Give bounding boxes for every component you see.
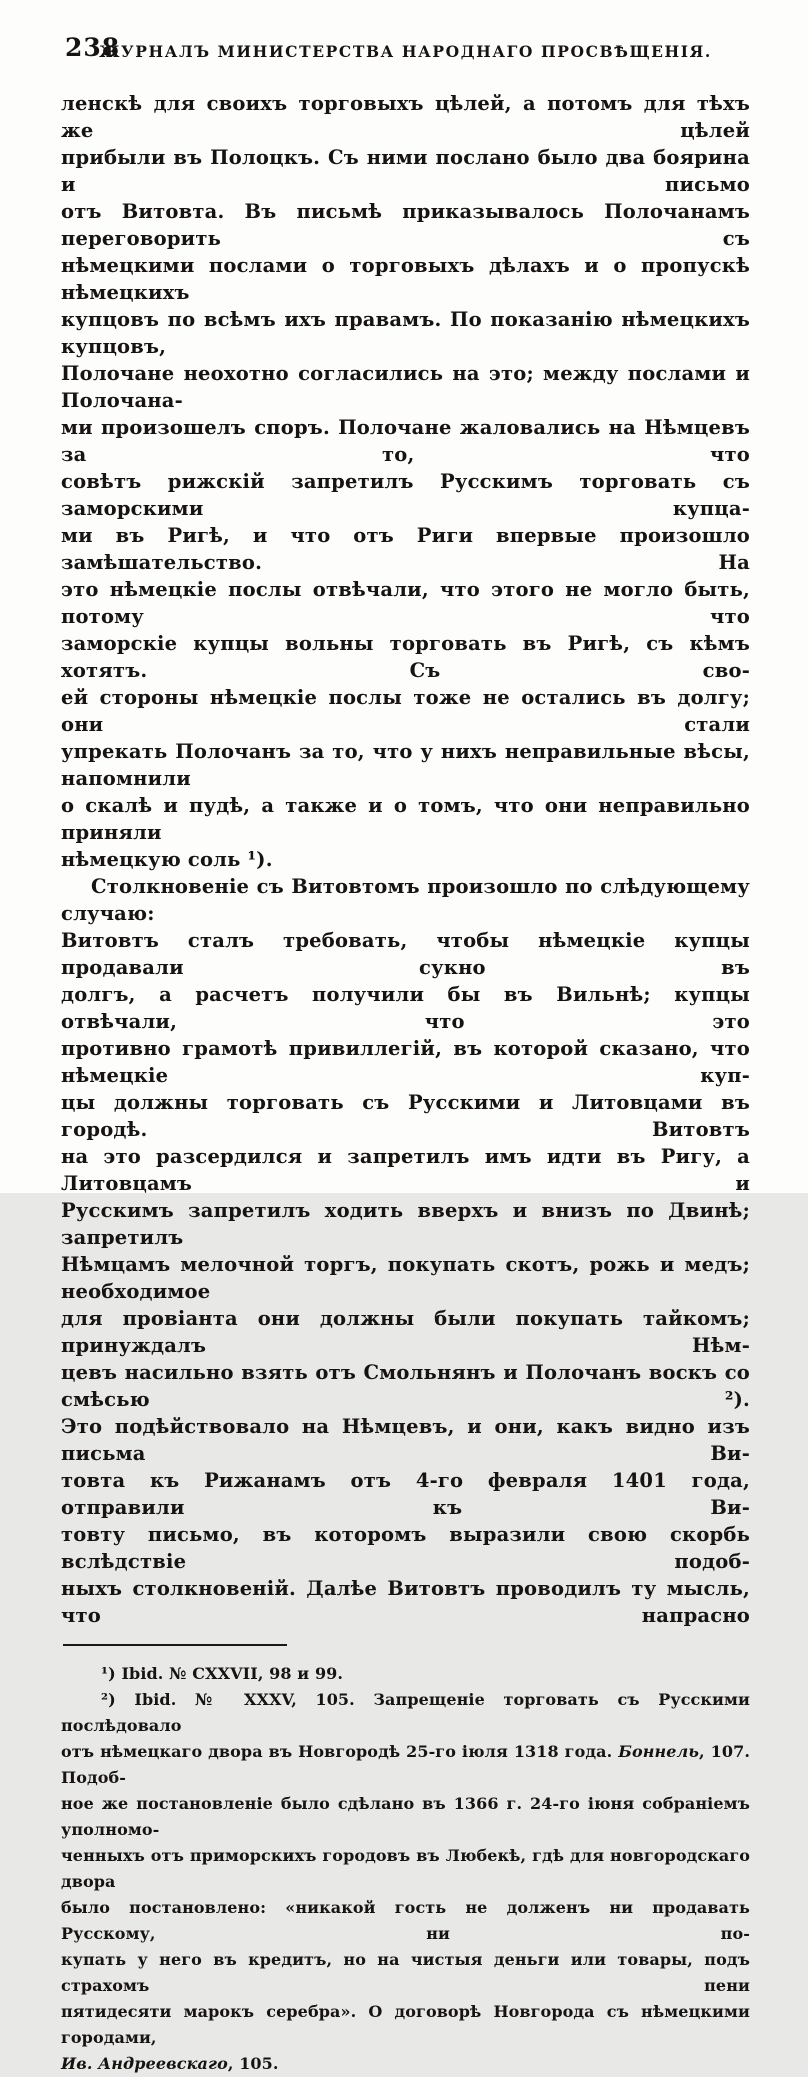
paragraph-2: [61, 873, 750, 1629]
running-head: [61, 34, 750, 66]
page-number: 238: [65, 33, 121, 62]
text-line: Русскимъ запретилъ ходить вверхъ и внизъ по Двинѣ; запретилъ: [61, 1199, 750, 1249]
text-line-with-footnote-ref-1: нѣмецкую соль ¹).: [61, 848, 273, 871]
text-line: Столкновеніе съ Витовтомъ произошло по слѣдующему случаю:: [61, 875, 750, 925]
footnote-line: ²) Ibid. № XXXV, 105. Запрещеніе торговать съ Русскими послѣдовало: [61, 1690, 750, 1735]
footnote-separator-rule: [63, 1644, 287, 1646]
text-line: Витовтъ сталъ требовать, чтобы нѣмецкіе купцы продавали сукно въ: [61, 929, 750, 979]
text-line: совѣтъ рижскій запретилъ Русскимъ торговать съ заморскими купца-: [61, 470, 750, 520]
page-content: [61, 34, 750, 2077]
text-line: отъ Витовта. Въ письмѣ приказывалось Полочанамъ переговорить съ: [61, 200, 750, 250]
text-line: это нѣмецкіе послы отвѣчали, что этого не могло быть, потому что: [61, 578, 750, 628]
footnote-line: купать у него въ кредитъ, но на чистыя деньги или товары, подъ страхомъ пени: [61, 1950, 750, 1995]
text-line: противно грамотѣ привиллегій, въ которой сказано, что нѣмецкіе куп-: [61, 1037, 750, 1087]
body-text: [61, 90, 750, 1629]
text-line: на это разсердился и запретилъ имъ идти въ Ригу, а Литовцамъ и: [61, 1145, 750, 1195]
footnote-line: ченныхъ отъ приморскихъ городовъ въ Любекѣ, гдѣ для новгородскаго двора: [61, 1846, 750, 1891]
text-line: купцовъ по всѣмъ ихъ правамъ. По показанію нѣмецкихъ купцовъ,: [61, 308, 750, 358]
text-line: прибыли въ Полоцкъ. Съ ними послано было два боярина и письмо: [61, 146, 750, 196]
text-line: Полочане неохотно согласились на это; между послами и Полочана-: [61, 362, 750, 412]
text-line: товту письмо, въ которомъ выразили свою скорбь вслѣдствіе подоб-: [61, 1523, 750, 1573]
text-line-with-footnote-ref-2: цевъ насильно взять отъ Смольнянъ и Полочанъ воскъ со смѣсью ²).: [61, 1361, 750, 1411]
text-line: товта къ Рижанамъ отъ 4-го февраля 1401 года, отправили къ Ви-: [61, 1469, 750, 1519]
text-line: ленскѣ для своихъ торговыхъ цѣлей, а потомъ для тѣхъ же цѣлей: [61, 92, 750, 142]
text-line: ми произошелъ споръ. Полочане жаловались на Нѣмцевъ за то, что: [61, 416, 750, 466]
text-line: о скалѣ и пудѣ, а также и о томъ, что они неправильно приняли: [61, 794, 750, 844]
author-name-italic: Боннель: [618, 1742, 700, 1761]
text-line: для провіанта они должны были покупать тайкомъ; принуждалъ Нѣм-: [61, 1307, 750, 1357]
text-line: заморскіе купцы вольны торговать въ Ригѣ, съ кѣмъ хотятъ. Съ сво-: [61, 632, 750, 682]
text-line: Нѣмцамъ мелочной торгъ, покупать скотъ, рожь и медъ; необходимое: [61, 1253, 750, 1303]
footnote-text: , 105.: [227, 2054, 279, 2073]
journal-title: ЖУРНАЛЪ МИНИСТЕРСТВА НАРОДНАГО ПРОСВѢЩЕНІЯ.: [99, 42, 712, 61]
text-line: ей стороны нѣмецкіе послы тоже не остались въ долгу; они стали: [61, 686, 750, 736]
footnote-text: отъ нѣмецкаго двора въ Новгородѣ 25-го іюля 1318 года.: [61, 1742, 619, 1761]
text-line: цы должны торговать съ Русскими и Литовцами въ городѣ. Витовтъ: [61, 1091, 750, 1141]
author-name-italic: Ив. Андреевскаго: [61, 2054, 228, 2073]
footnote-2: [61, 1687, 750, 2077]
text-line: упрекать Полочанъ за то, что у нихъ неправильные вѣсы, напомнили: [61, 740, 750, 790]
footnotes: [61, 1661, 750, 2077]
text-line: Это подѣйствовало на Нѣмцевъ, и они, какъ видно изъ письма Ви-: [61, 1415, 750, 1465]
footnote-line: [61, 1739, 750, 1791]
text-line: ми въ Ригѣ, и что отъ Риги впервые произошло замѣшательство. На: [61, 524, 750, 574]
text-line: ныхъ столкновеній. Далѣе Витовтъ проводилъ ту мысль, что напрасно: [61, 1577, 750, 1627]
text-line: долгъ, а расчетъ получили бы въ Вильнѣ; купцы отвѣчали, что это: [61, 983, 750, 1033]
text-line: нѣмецкими послами о торговыхъ дѣлахъ и о пропускѣ нѣмецкихъ: [61, 254, 750, 304]
footnote-line: ное же постановленіе было сдѣлано въ 1366 г. 24-го іюня собраніемъ уполномо-: [61, 1794, 750, 1839]
footnote-1: ¹) Ibid. № CXXVII, 98 и 99.: [101, 1664, 344, 1683]
footnote-text: , 107. Подоб-: [61, 1742, 750, 1787]
footnote-line: пятидесяти марокъ серебра». О договорѣ Новгорода съ нѣмецкими городами,: [61, 2002, 750, 2047]
footnote-line: [61, 2051, 750, 2077]
footnote-line: было постановлено: «никакой гость не долженъ ни продавать Русскому, ни по-: [61, 1898, 750, 1943]
paragraph-1: [61, 90, 750, 873]
